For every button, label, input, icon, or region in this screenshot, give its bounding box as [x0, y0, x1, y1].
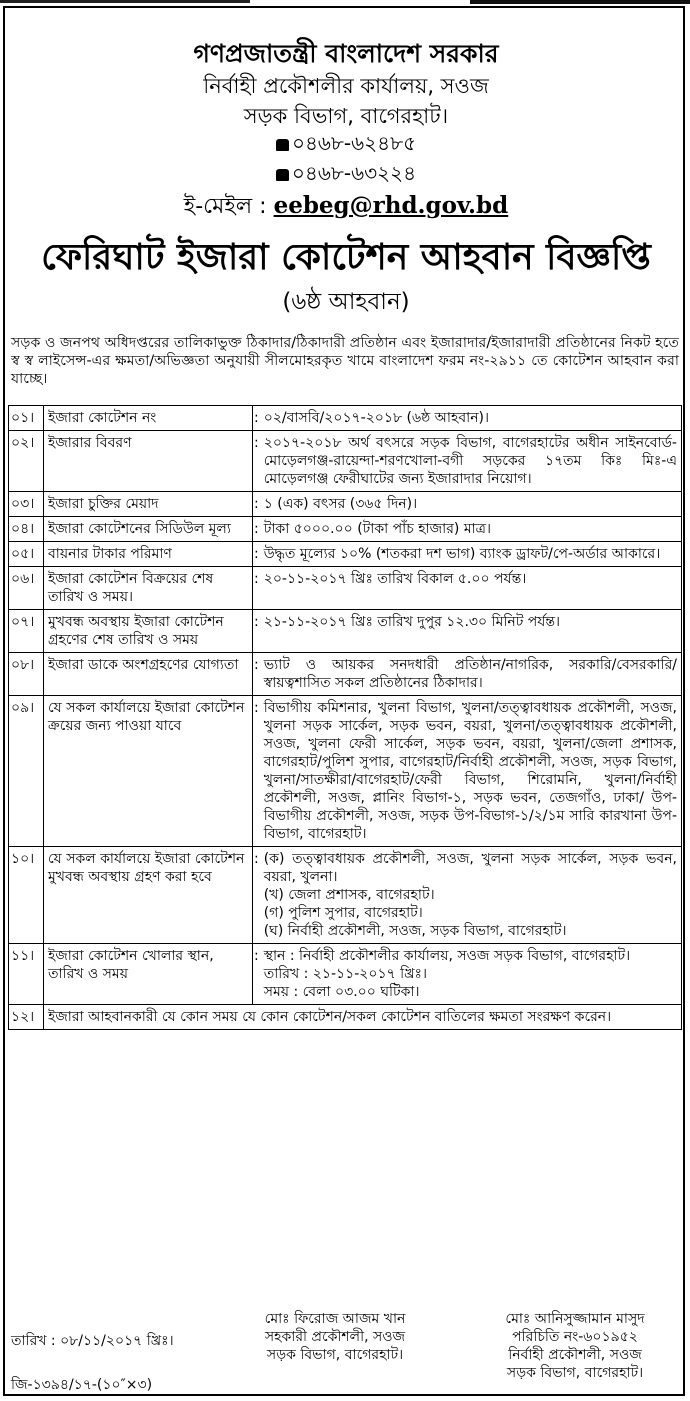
- table-row: [9, 696, 682, 847]
- item-label: বায়নার টাকার পরিমাণ: [44, 542, 253, 567]
- item-label: যে সকল কার্যালয়ে ইজারা কোটেশন মুখবন্ধ অবস্থায় গ্রহণ করা হবে: [44, 847, 253, 944]
- table-row: [9, 847, 682, 944]
- item-separator: :: [253, 431, 260, 492]
- item-number: ০২।: [9, 431, 44, 492]
- item-value: [260, 406, 682, 431]
- item-separator: :: [253, 696, 260, 847]
- phone-line-1: [5, 129, 687, 162]
- signature-block-assistant: [245, 1310, 425, 1364]
- notice-frame: [3, 6, 685, 1396]
- item-value: [260, 431, 682, 492]
- item-number: ০৫।: [9, 542, 44, 567]
- email-label: ই-মেইল :: [183, 194, 267, 219]
- table-row: [9, 492, 682, 517]
- notice-title: ফেরিঘাট ইজারা কোটেশন আহবান বিজ্ঞপ্তি: [41, 237, 651, 278]
- item-value-line: ২১-১১-২০১৭ খ্রিঃ তারিখ দুপুর ১২.৩০ মিনিট পর্যন্ত।: [263, 614, 561, 630]
- item-value-line: বিভাগীয় কমিশনার, খুলনা বিভাগ, খুলনা/তত্ত্বাবধায়ক প্রকৌশলী, সওজ, খুলনা সড়ক সার্কেল, সড়ক ভবন, বয়রা, খুলনা/তত্ত্বাবধায়ক প্রকৌশলী, সওজ, খুলনা ফেরী সার্কেল, সড়ক ভবন, বয়রা, খুলনা/জেলা প্রশাসক, বাগেরহাট/পুলিশ সুপার, বাগেরহাট/নির্বাহী প্রকৌশলী, সওজ, সড়ক বিভাগ, খুলনা/সাতক্ষীরা/বাগেরহাট/ফেরী বিভাগ, শিরোমনি, খুলনা/নির্বাহী প্রকৌশলী, সওজ, প্লানিং বিভাগ-১, সড়ক ভবন, তেজগাঁও, ঢাকা/ উপ-বিভাগীয় প্রকৌশলী, সওজ, সড়ক উপ-বিভাগ-১/২/১ম সারি কারখানা উপ-বিভাগ, বাগেরহাট।: [263, 700, 677, 842]
- item-separator: :: [253, 567, 260, 610]
- table-row: [9, 406, 682, 431]
- item-number: ০৪।: [9, 517, 44, 542]
- signature-line: নির্বাহী প্রকৌশলী, সওজ: [508, 1347, 642, 1363]
- item-separator: :: [253, 517, 260, 542]
- item-separator: :: [253, 847, 260, 944]
- item-value: [260, 542, 682, 567]
- item-label: যে সকল কার্যালয়ে ইজারা কোটেশন ক্রয়ের জন্য পাওয়া যাবে: [44, 696, 253, 847]
- item-value: [260, 653, 682, 696]
- table-row: [9, 1005, 682, 1030]
- item-label: ইজারা কোটেশন খোলার স্থান, তারিখ ও সময়: [44, 944, 253, 1005]
- intro-paragraph: সড়ক ও জনপথ অধিদপ্তরের তালিকাভুক্ত ঠিকাদার/ঠিকাদারী প্রতিষ্ঠান এবং ইজারাদার/ইজারাদারী প্রতিষ্ঠানের নিকট হতে স্ব স্ব লাইসেন্স-এর ক্ষমতা/অভিজ্ঞতা অনুযায়ী সীলমোহরকৃত খামে বাংলাদেশ ফরম নং-২৯১১ তে কোটেশন আহবান করা যাচ্ছে।: [11, 335, 679, 387]
- top-strip: [0, 0, 690, 4]
- item-value-line: (গ) পুলিশ সুপার, বাগেরহাট।: [263, 905, 423, 921]
- table-row: [9, 567, 682, 610]
- table-row: [9, 944, 682, 1005]
- table-row: [9, 542, 682, 567]
- phone-line-2: [5, 159, 687, 192]
- item-value-line: টাকা ৫০০০.০০ (টাকা পাঁচ হাজার) মাত্র।: [263, 521, 491, 537]
- signature-line: পরিচিতি নং-৬০১৯৫২: [512, 1329, 638, 1345]
- item-number: ০৩।: [9, 492, 44, 517]
- item-label: ইজারা কোটেশন নং: [44, 406, 253, 431]
- item-number: ০৯।: [9, 696, 44, 847]
- item-label: ইজারা কোটেশন বিক্রয়ের শেষ তারিখ ও সময়।: [44, 567, 253, 610]
- footer-memo: জি-১৩৯৪/১৭-(১০″×৩): [11, 1377, 153, 1393]
- item-value: [260, 696, 682, 847]
- top-strip-left: [0, 0, 250, 3]
- item-value-line: ০২/বাসবি/২০১৭-২০১৮ (৬ষ্ঠ আহবান)।: [263, 410, 490, 426]
- item-label: ইজারা কোটেশনের সিডিউল মূল্য: [44, 517, 253, 542]
- item-number: ০৮।: [9, 653, 44, 696]
- item-value: [260, 567, 682, 610]
- item-label: মুখবন্ধ অবস্থায় ইজারা কোটেশন গ্রহণের শেষ তারিখ ও সময়: [44, 610, 253, 653]
- phone-number-2: ০৪৬৮-৬৩২২৪: [291, 161, 417, 185]
- item-label: ইজারা চুক্তির মেয়াদ: [44, 492, 253, 517]
- item-value: [260, 610, 682, 653]
- item-separator: :: [253, 610, 260, 653]
- notice-subtitle: (৬ষ্ঠ আহবান): [282, 289, 410, 315]
- email-link[interactable]: eebeg@rhd.gov.bd: [273, 192, 509, 219]
- item-number: ০১।: [9, 406, 44, 431]
- item-value-line: ২০-১১-২০১৭ খ্রিঃ তারিখ বিকাল ৫.০০ পর্যন্ত।: [263, 571, 527, 587]
- item-number: ১০।: [9, 847, 44, 944]
- table-row: [9, 610, 682, 653]
- phone-number-1: ০৪৬৮-৬২৪৮৫: [291, 131, 417, 155]
- item-number: ১২।: [9, 1005, 44, 1030]
- item-value-line: উদ্ধৃত মূল্যের ১০% (শতকরা দশ ভাগ) ব্যাংক ড্রাফট/পে-অর্ডার আকারে।: [263, 546, 661, 562]
- item-separator: :: [253, 492, 260, 517]
- item-value: [260, 944, 682, 1005]
- table-row: [9, 431, 682, 492]
- item-label: ইজারার বিবরণ: [44, 431, 253, 492]
- item-label: ইজারা ডাকে অংশগ্রহণের যোগ্যতা: [44, 653, 253, 696]
- division-name: সড়ক বিভাগ, বাগেরহাট।: [243, 104, 449, 128]
- govt-title: গণপ্রজাতন্ত্রী বাংলাদেশ সরকার: [193, 39, 499, 68]
- item-number: ০৭।: [9, 610, 44, 653]
- signature-line: মোঃ ফিরোজ আজম খান: [264, 1311, 406, 1327]
- phone-icon: [276, 169, 289, 181]
- signature-line: সহকারী প্রকৌশলী, সওজ: [264, 1329, 406, 1345]
- office-name: নির্বাহী প্রকৌশলীর কার্যালয়, সওজ: [203, 74, 489, 98]
- item-value: [260, 847, 682, 944]
- footer-date: তারিখ : ০৮/১১/২০১৭ খ্রিঃ।: [11, 1333, 174, 1349]
- item-number: ১১।: [9, 944, 44, 1005]
- item-number: ০৬।: [9, 567, 44, 610]
- table-row: [9, 517, 682, 542]
- item-value-line: ২০১৭-২০১৮ অর্থ বৎসরে সড়ক বিভাগ, বাগেরহাটের অধীন সাইনবোর্ড-মোড়েলগঞ্জ-রায়েন্দা-শরণখোলা-বগী সড়কের ১৭তম কিঃ মিঃ-এ মোড়েলগঞ্জ ফেরীঘাটের জন্য ইজারাদার নিয়োগ।: [263, 435, 677, 487]
- item-value-line: (খ) জেলা প্রশাসক, বাগেরহাট।: [263, 887, 435, 903]
- table-row: [9, 653, 682, 696]
- item-separator: :: [253, 542, 260, 567]
- signature-line: মোঃ আনিসুজ্জামান মাসুদ: [505, 1311, 645, 1327]
- item-value-line: স্থান : নির্বাহী প্রকৌশলীর কার্যালয়, সওজ সড়ক বিভাগ, বাগেরহাট।: [263, 948, 631, 964]
- item-separator: :: [253, 653, 260, 696]
- item-separator: :: [253, 406, 260, 431]
- item-value: [260, 517, 682, 542]
- item-full-text: ইজারা আহবানকারী যে কোন সময় যে কোন কোটেশন/সকল কোটেশন বাতিলের ক্ষমতা সংরক্ষণ করেন।: [44, 1005, 682, 1030]
- item-value-line: ১ (এক) বৎসর (৩৬৫ দিন)।: [263, 496, 418, 512]
- item-value: [260, 492, 682, 517]
- item-value-line: তারিখ : ২১-১১-২০১৭ খ্রিঃ।: [263, 966, 427, 982]
- phone-icon: [276, 139, 289, 151]
- signature-block-executive: [475, 1310, 675, 1382]
- signature-line: সড়ক বিভাগ, বাগেরহাট।: [266, 1347, 404, 1363]
- item-value-line: (ক) তত্ত্বাবধায়ক প্রকৌশলী, সওজ, খুলনা সড়ক সার্কেল, সড়ক ভবন, বয়রা, খুলনা।: [263, 851, 677, 885]
- email-line: [5, 189, 687, 226]
- item-separator: :: [253, 944, 260, 1005]
- signature-line: সড়ক বিভাগ, বাগেরহাট।: [506, 1365, 644, 1381]
- item-value-line: ভ্যাট ও আয়কর সনদধারী প্রতিষ্ঠান/নাগরিক, সরকারি/বেসরকারি/ স্বায়ত্বশাসিত সকল প্রতিষ্ঠানের ঠিকাদার।: [263, 657, 677, 691]
- top-strip-right: [470, 0, 690, 4]
- items-table: [8, 405, 682, 1030]
- item-value-line: (ঘ) নির্বাহী প্রকৌশলী, সওজ, সড়ক বিভাগ, বাগেরহাট।: [263, 923, 567, 939]
- item-value-line: সময় : বেলা ০৩.০০ ঘটিকা।: [263, 984, 420, 1000]
